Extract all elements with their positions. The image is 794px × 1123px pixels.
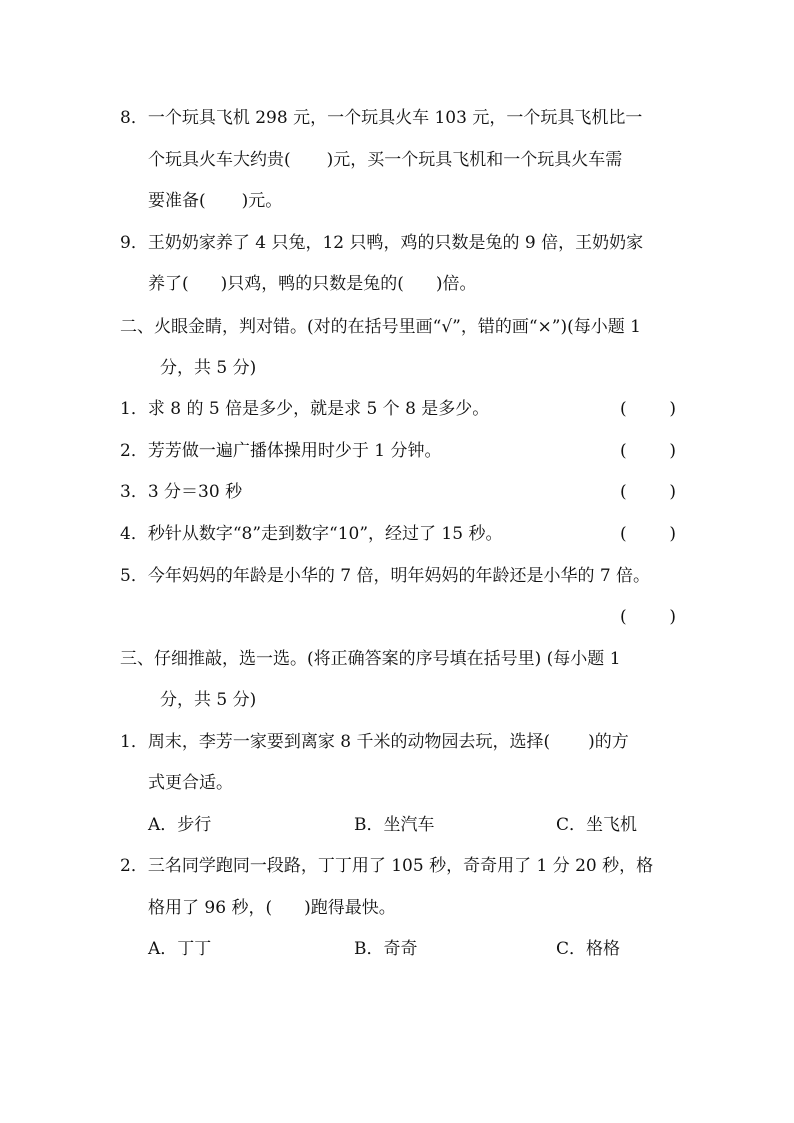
s2-item-1 — [120, 398, 489, 420]
s3-q2-line-2 — [148, 897, 396, 919]
section3-heading-text-1: 三、仔细推敲，选一选。(将正确答案的序号填在括号里) (每小题 1 — [120, 649, 621, 669]
s2-item-2-text: 2．芳芳做一遍广播体操用时少于 1 分钟。 — [120, 441, 442, 461]
section2-heading-2 — [160, 357, 256, 379]
s3-q2-option-b-label: B．奇奇 — [354, 939, 418, 959]
s3-q1-line-2 — [148, 772, 233, 794]
paren-open: ( — [620, 399, 627, 419]
q8-text-1: 8．一个玩具飞机 298 元，一个玩具火车 103 元，一个玩具飞机比一 — [120, 108, 643, 128]
q9-text-2b: )只鸡，鸭的只数是兔的( — [220, 274, 404, 294]
q9-line-1 — [120, 232, 643, 254]
q8-text-3a: 要准备( — [148, 191, 206, 211]
s3-q2-option-b[interactable] — [354, 938, 418, 960]
paren-open: ( — [620, 482, 627, 502]
s3-q2-line-1 — [120, 855, 653, 877]
s3-q1-option-b[interactable] — [354, 814, 435, 836]
s2-item-4-text: 4．秒针从数字“8”走到数字“10”，经过了 15 秒。 — [120, 524, 503, 544]
section3-heading-1 — [120, 648, 621, 670]
s2-item-1-text: 1．求 8 的 5 倍是多少，就是求 5 个 8 是多少。 — [120, 399, 490, 419]
s3-q1-option-c-label: C．坐飞机 — [556, 815, 638, 835]
s3-q2-text-2b: )跑得最快。 — [304, 898, 396, 918]
q9-text-2a: 养了( — [148, 274, 189, 294]
q8-line-2 — [148, 149, 622, 171]
paren-close: ) — [669, 607, 676, 627]
q8-text-2a: 个玩具火车大约贵( — [148, 150, 291, 170]
s2-item-5-text: 5．今年妈妈的年龄是小华的 7 倍，明年妈妈的年龄还是小华的 7 倍。 — [120, 566, 651, 586]
s3-q1-option-a-label: A．步行 — [148, 815, 212, 835]
s3-q2-option-a[interactable] — [148, 938, 211, 960]
q8-text-2b: )元，买一个玩具飞机和一个玩具火车需 — [326, 150, 623, 170]
q8-text-3b: )元。 — [241, 191, 283, 211]
s3-q1-text-1a: 1．周末，李芳一家要到离家 8 千米的动物园去玩，选择( — [120, 732, 551, 752]
paren-close: ) — [669, 482, 676, 502]
s2-item-5 — [120, 565, 650, 587]
q8-line-3 — [148, 190, 282, 212]
s3-q2-option-c-label: C．格格 — [556, 939, 621, 959]
section2-heading-1 — [120, 316, 641, 338]
paren-close: ) — [669, 524, 676, 544]
paren-close: ) — [669, 441, 676, 461]
s3-q1-line-1 — [120, 731, 629, 753]
paren-close: ) — [669, 399, 676, 419]
s3-q1-option-b-label: B．坐汽车 — [354, 815, 435, 835]
s2-item-3 — [120, 481, 242, 503]
s3-q1-option-c[interactable] — [556, 814, 637, 836]
section2-heading-text-2: 分，共 5 分) — [160, 358, 257, 378]
paren-open: ( — [620, 441, 627, 461]
q9-line-2 — [148, 273, 477, 295]
s2-item-3-text: 3．3 分＝30 秒 — [120, 482, 243, 502]
paren-open: ( — [620, 524, 627, 544]
section2-heading-text-1: 二、火眼金睛，判对错。(对的在括号里画“√”，错的画“×”)(每小题 1 — [120, 317, 641, 337]
s3-q1-option-a[interactable] — [148, 814, 211, 836]
s3-q1-text-2: 式更合适。 — [148, 773, 233, 793]
section3-heading-2 — [160, 689, 256, 711]
s3-q1-text-1b: )的方 — [588, 732, 629, 752]
s2-item-4 — [120, 523, 502, 545]
s2-item-2 — [120, 440, 441, 462]
q9-text-2c: )倍。 — [435, 274, 477, 294]
section3-heading-text-2: 分，共 5 分) — [160, 690, 257, 710]
q8-line-1 — [120, 107, 642, 129]
paren-open: ( — [620, 607, 627, 627]
s3-q2-option-a-label: A．丁丁 — [148, 939, 212, 959]
s3-q2-text-2a: 格用了 96 秒，( — [148, 898, 273, 918]
s3-q2-text-1: 2．三名同学跑同一段路，丁丁用了 105 秒，奇奇用了 1 分 20 秒，格 — [120, 856, 654, 876]
q9-text-1: 9．王奶奶家养了 4 只兔，12 只鸭，鸡的只数是兔的 9 倍，王奶奶家 — [120, 233, 644, 253]
s3-q2-option-c[interactable] — [556, 938, 620, 960]
